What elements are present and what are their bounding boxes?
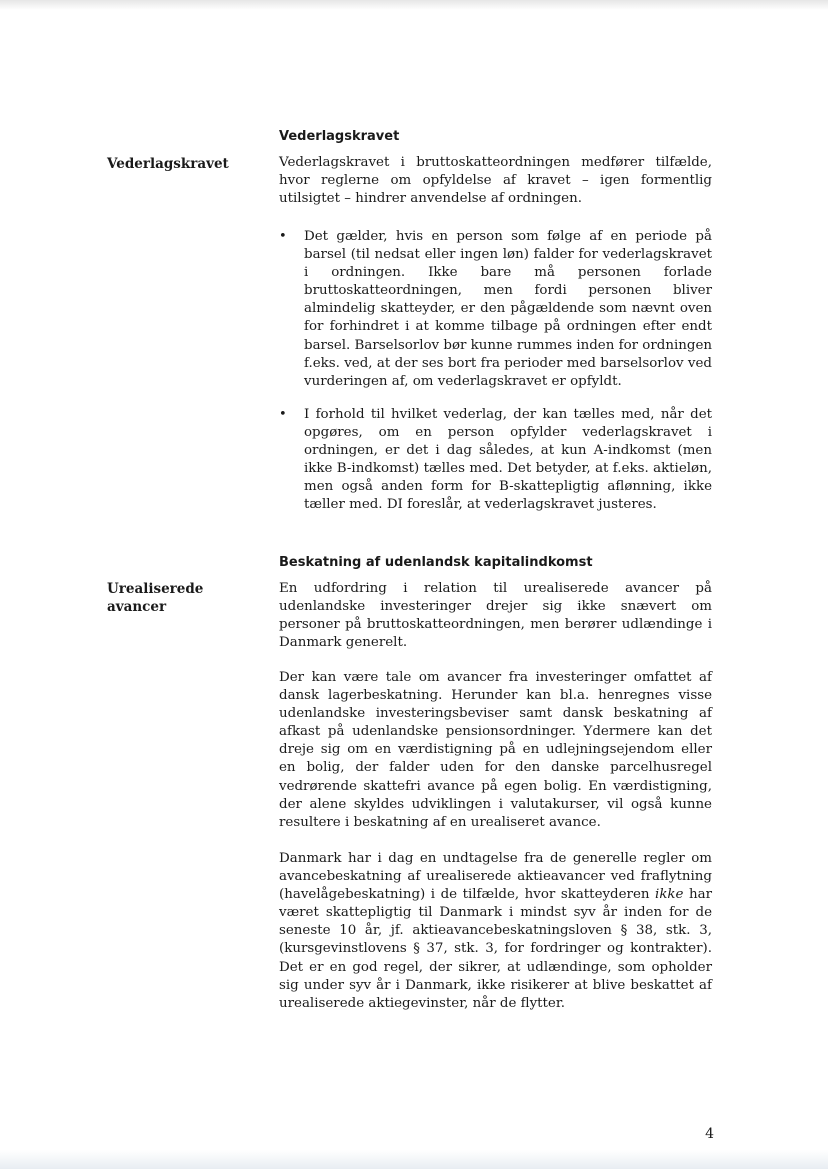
list-item-b-indkomst — [279, 406, 712, 515]
bullet-icon: • — [279, 229, 287, 244]
emphasis-ikke: ikke — [655, 887, 684, 903]
paragraph-text-end: har været skattepligtig til Danmark i mindst syv år inden for de seneste 10 år, jf. aktieavancebeskatningsloven § 38, stk. 3, (kursgevinstlovens § 37, stk. 3, for fordringer og kontrakter). Det er en god regel, der sikrer, at udlændinge, som opholder sig under syv år i Danmark, ikke risikerer at blive beskattet af urealiserede aktiegevinster, når de flytter. — [279, 887, 713, 1011]
margin-label-urealiserede-avancer: Urealiserede avancer — [107, 581, 204, 615]
paragraph-havelaagebeskatning — [279, 850, 712, 1013]
list-item-barsel — [279, 228, 712, 391]
paragraph-lagerbeskatning: Der kan være tale om avancer fra investeringer omfattet af dansk lagerbeskatning. Herunder kan bl.a. henregnes visse udenlandske investeringsbeviser samt dansk beskatning af afkast på udenlandske pensionsordninger. Ydermere kan det dreje sig om en værdistigning på en udlejningsejendom eller en bolig, der falder uden for den danske parcelhusregel vedrørende skattefri avance på egen bolig. En værdistigning, der alene skyldes udviklingen i valutakurser, vil også kunne resultere i beskatning af en urealiseret avance. — [279, 670, 712, 830]
list-item-text: Det gælder, hvis en person som følge af en periode på barsel (til nedsat eller ingen løn) falder for vederlagskravet i ordningen. Ikke bare må personen forlade bruttoskatteordningen, men fordi personen bliver almindelig skatteyder, er den pågældende som nævnt oven for forhindret i at komme tilbage på ordningen efter endt barsel. Barselsorlov bør kunne rummes inden for ordningen f.eks. ved, at der ses bort fra perioder med barselsorlov ved vurderingen af, om vederlagskravet er opfyldt. — [304, 229, 712, 389]
page-number: 4 — [705, 1126, 714, 1142]
scan-top-edge — [0, 0, 828, 10]
list-item-text: I forhold til hvilket vederlag, der kan tælles med, når det opgøres, om en person opfylder vederlagskravet i ordningen, er det i dag således, at kun A-indkomst (men ikke B-indkomst) tælles med. Det betyder, at f.eks. aktieløn, men også anden form for B-skattepligtig aflønning, ikke tæller med. DI foreslår, at vederlagskravet justeres. — [304, 407, 712, 513]
paragraph-urealiserede-intro: En udfordring i relation til urealiserede avancer på udenlandske investeringer drejer sig ikke snævert om personer på bruttoskatteordningen, men berører udlændinge i Danmark generelt. — [279, 581, 712, 651]
bullet-icon: • — [279, 407, 287, 422]
paragraph-vederlagskravet-intro: Vederlagskravet i bruttoskatteordningen medfører tilfælde, hvor reglerne om opfyldelse af kravet – igen formentlig utilsigtet – hindrer anvendelse af ordningen. — [279, 155, 712, 207]
margin-label-vederlagskravet: Vederlagskravet — [107, 156, 229, 172]
paragraph-text-start: Danmark har i dag en undtagelse fra de generelle regler om avancebeskatning af urealiserede aktieavancer ved fraflytning (havelågebeskatning) i de tilfælde, hvor skatteyderen — [279, 851, 712, 903]
scan-bottom-edge — [0, 1150, 828, 1169]
section-heading-kapitalindkomst: Beskatning af udenlandsk kapitalindkomst — [279, 555, 593, 570]
section-heading-vederlagskravet: Vederlagskravet — [279, 129, 400, 144]
